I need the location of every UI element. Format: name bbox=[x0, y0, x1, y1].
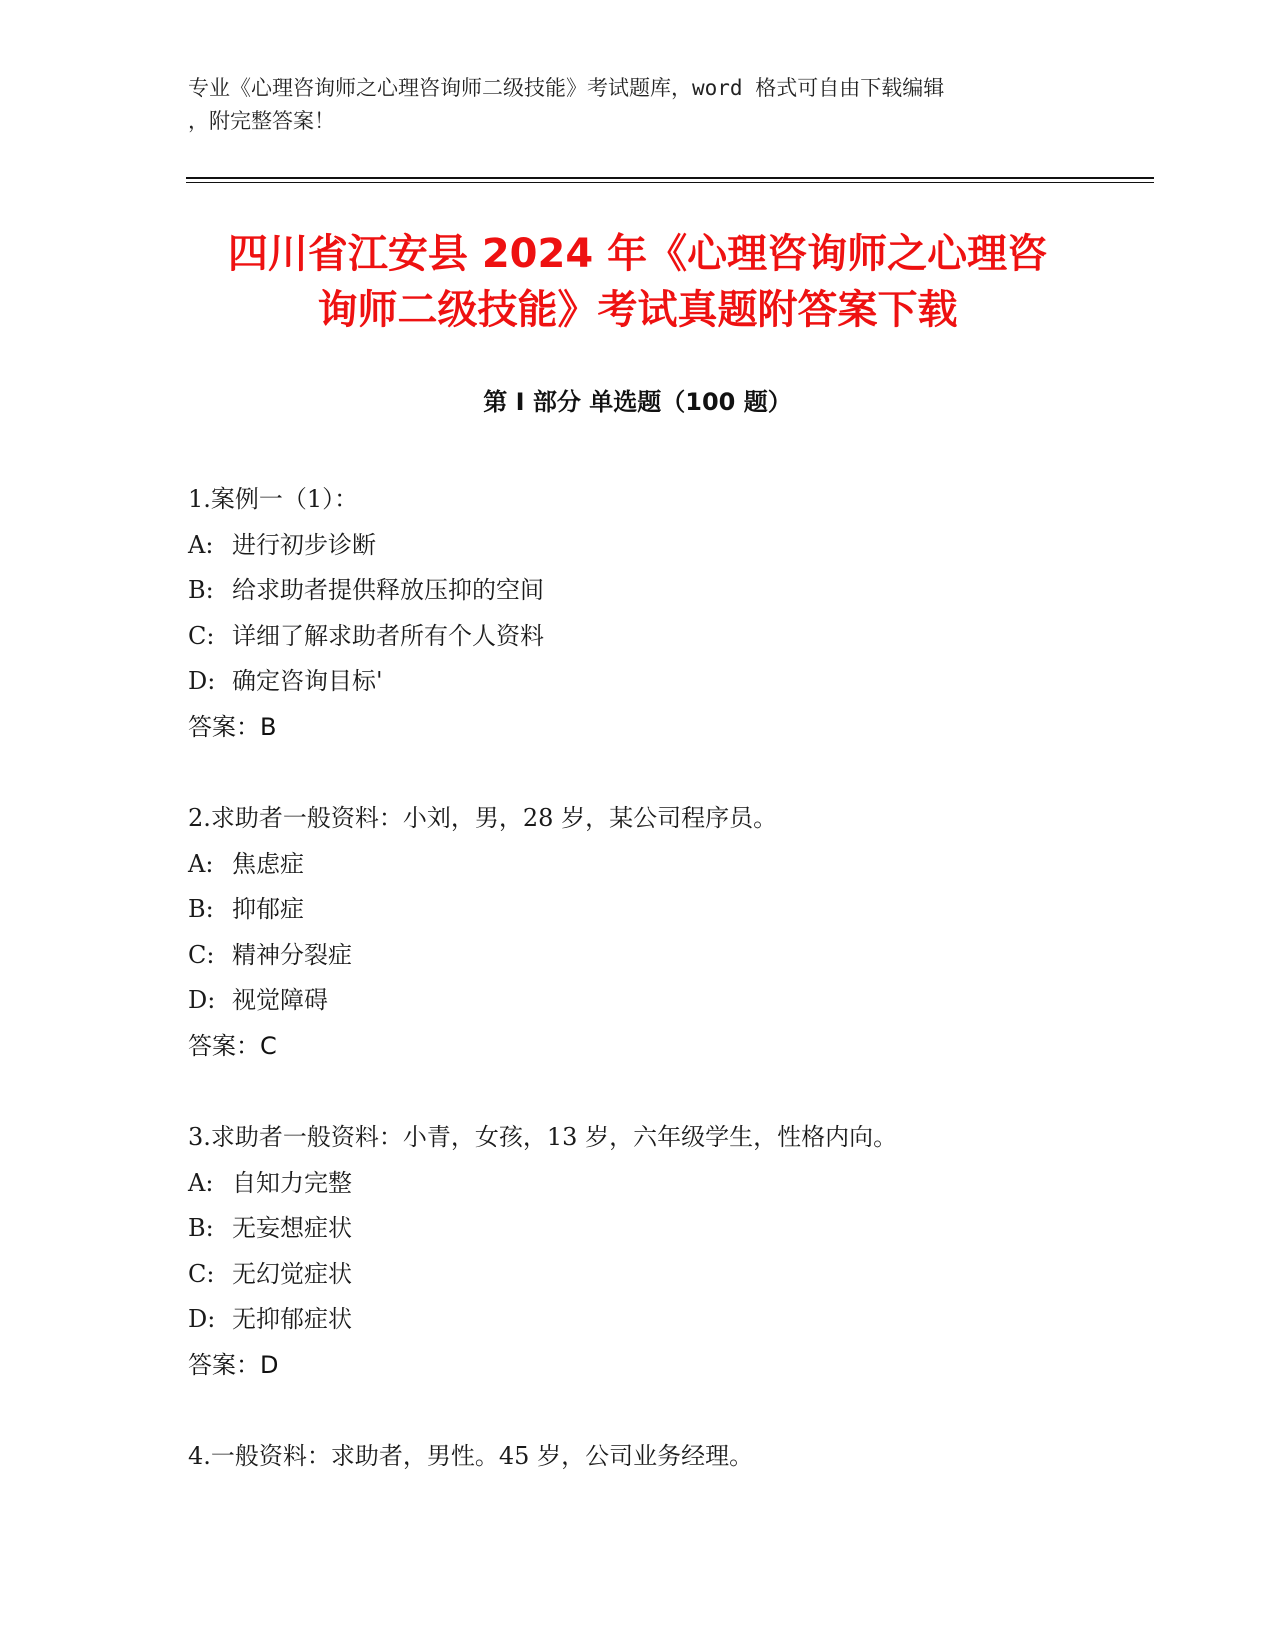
option-label: A: bbox=[188, 1168, 214, 1197]
option-text: 确定咨询目标' bbox=[232, 667, 383, 695]
option-label: D: bbox=[188, 986, 216, 1014]
option-text: 抑郁症 bbox=[232, 895, 304, 923]
question-stem: 2.求助者一般资料：小刘，男，28 岁，某公司程序员。 bbox=[188, 804, 778, 832]
option-a bbox=[188, 1161, 1088, 1207]
option-b bbox=[188, 1206, 1088, 1252]
option-label: B: bbox=[188, 1214, 214, 1242]
document-title-line2: 询师二级技能》考试真题附答案下载 bbox=[317, 287, 958, 333]
option-text: 自知力完整 bbox=[232, 1168, 352, 1197]
option-text: 无妄想症状 bbox=[232, 1214, 352, 1242]
question-list bbox=[188, 477, 1088, 1526]
question-item bbox=[188, 1434, 1088, 1480]
document-title bbox=[160, 226, 1115, 338]
question-stem: 3.求助者一般资料：小青，女孩，13 岁，六年级学生，性格内向。 bbox=[188, 1123, 898, 1151]
option-label: D: bbox=[188, 667, 216, 695]
option-b bbox=[188, 568, 1088, 614]
option-d bbox=[188, 1297, 1088, 1343]
document-title-line1: 四川省江安县 2024 年《心理咨询师之心理咨 bbox=[227, 231, 1048, 277]
question-stem: 1.案例一（1）： bbox=[188, 485, 359, 513]
header-note-line1: 专业《心理咨询师之心理咨询师二级技能》考试题库，word 格式可自由下载编辑 bbox=[188, 76, 945, 100]
option-label: A: bbox=[188, 530, 214, 559]
answer-line: 答案：B bbox=[188, 712, 277, 741]
header-note-line2: ，附完整答案！ bbox=[188, 109, 335, 133]
option-text: 焦虑症 bbox=[232, 849, 304, 878]
question-item bbox=[188, 796, 1088, 1069]
option-text: 详细了解求助者所有个人资料 bbox=[232, 621, 544, 650]
question-item bbox=[188, 1115, 1088, 1388]
option-c bbox=[188, 933, 1088, 979]
option-text: 无幻觉症状 bbox=[232, 1259, 352, 1288]
option-label: C: bbox=[188, 1259, 215, 1288]
option-a bbox=[188, 842, 1088, 888]
option-c bbox=[188, 614, 1088, 660]
option-d bbox=[188, 978, 1088, 1024]
header-divider-thick bbox=[186, 177, 1154, 179]
option-text: 视觉障碍 bbox=[232, 986, 328, 1014]
question-stem: 4.一般资料：求助者，男性。45 岁，公司业务经理。 bbox=[188, 1442, 754, 1470]
answer-line: 答案：C bbox=[188, 1031, 277, 1060]
option-label: C: bbox=[188, 940, 215, 969]
option-b bbox=[188, 887, 1088, 933]
header-divider-thin bbox=[186, 182, 1154, 183]
option-a bbox=[188, 523, 1088, 569]
option-text: 给求助者提供释放压抑的空间 bbox=[232, 576, 544, 604]
option-text: 精神分裂症 bbox=[232, 940, 352, 969]
option-c bbox=[188, 1252, 1088, 1298]
answer-line: 答案：D bbox=[188, 1350, 279, 1379]
option-label: D: bbox=[188, 1305, 216, 1333]
option-label: B: bbox=[188, 895, 214, 923]
option-text: 无抑郁症状 bbox=[232, 1305, 352, 1333]
option-text: 进行初步诊断 bbox=[232, 530, 376, 559]
header-note bbox=[188, 72, 1068, 138]
option-label: A: bbox=[188, 849, 214, 878]
option-label: B: bbox=[188, 576, 214, 604]
section-title: 第 I 部分 单选题（100 题） bbox=[483, 388, 792, 416]
option-label: C: bbox=[188, 621, 215, 650]
question-item bbox=[188, 477, 1088, 750]
option-d bbox=[188, 659, 1088, 705]
